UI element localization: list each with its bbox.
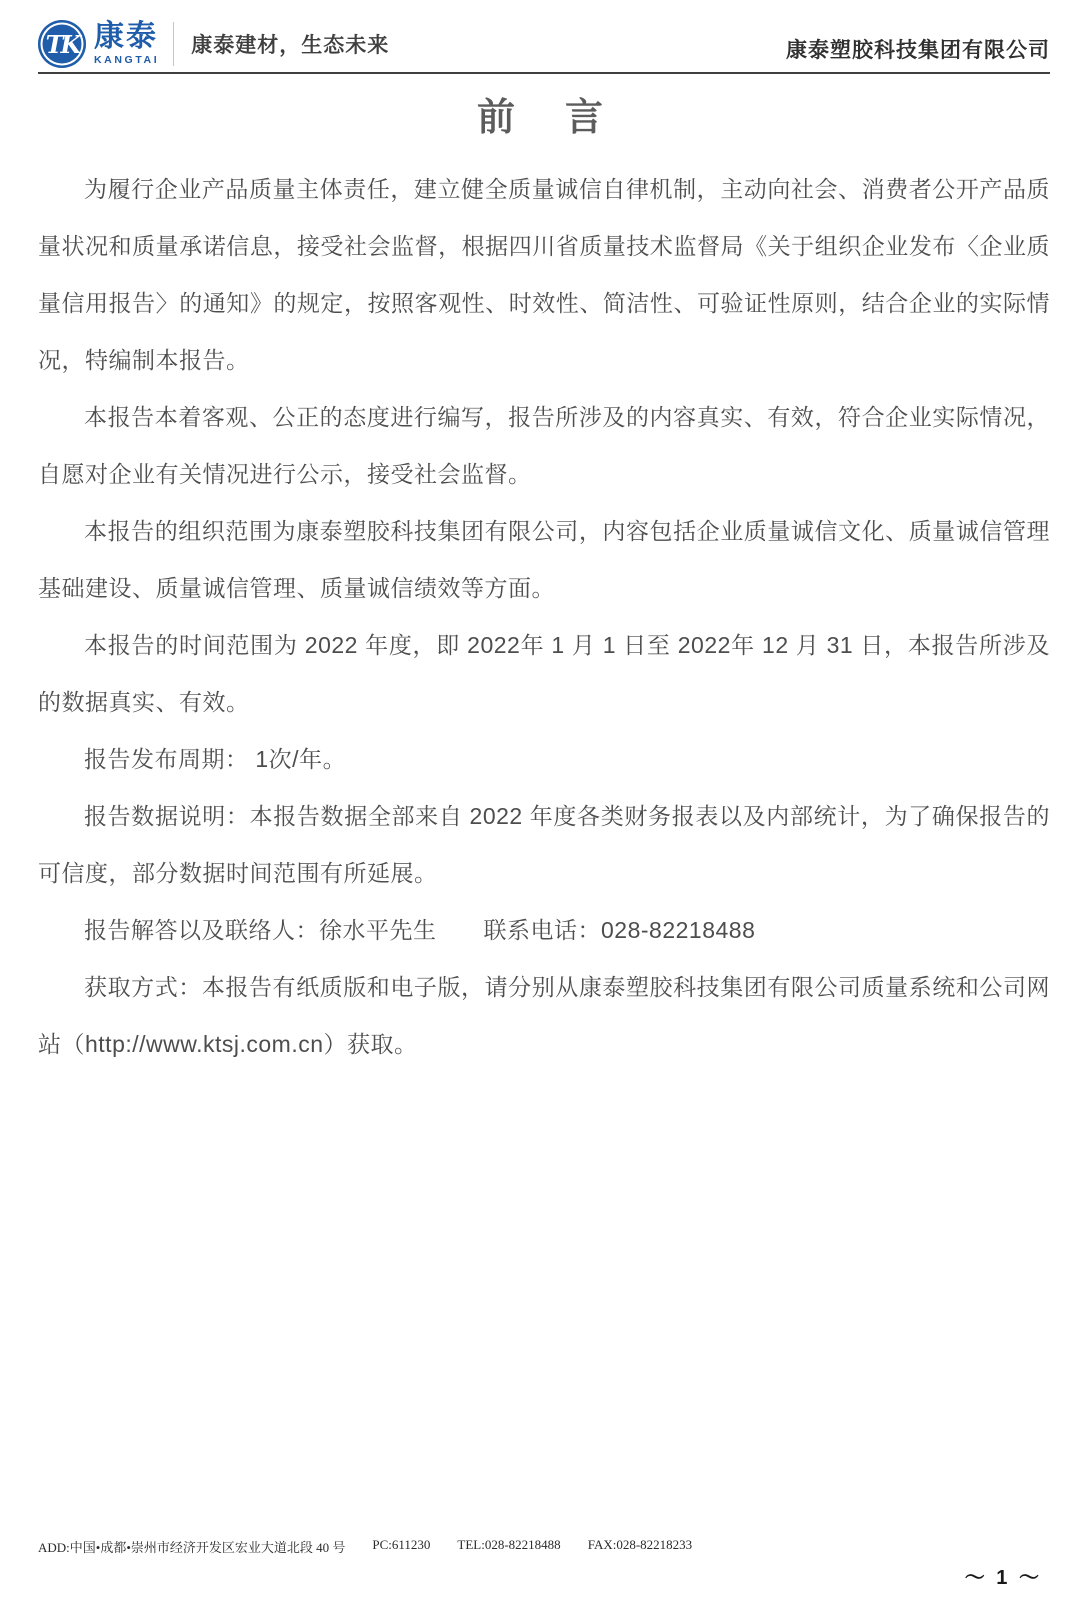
- footer-address: ADD:中国•成都•崇州市经济开发区宏业大道北段 40 号: [38, 1540, 346, 1555]
- footer-tel: TEL:028-82218488: [457, 1537, 561, 1552]
- paragraph-purpose: 为履行企业产品质量主体责任，建立健全质量诚信自律机制，主动向社会、消费者公开产品质量状况和质量承诺信息，接受社会监督，根据四川省质量技术监督局《关于组织企业发布〈企业质量信用报告〉的通知》的规定，按照客观性、时效性、简洁性、可验证性原则，结合企业的实际情况，特编制本报告。: [38, 176, 1050, 373]
- logo-name-en: KANGTAI: [94, 54, 160, 66]
- page-number: ～ 1 ～: [964, 1567, 1042, 1589]
- footer-contact-info: [38, 1537, 692, 1556]
- page-title: 前 言: [476, 97, 609, 139]
- footer-postcode: PC:611230: [372, 1537, 431, 1552]
- logo-monogram: TK: [45, 29, 79, 59]
- logo-name-cn: 康泰: [94, 20, 158, 53]
- brand-slogan: 康泰建材，生态未来: [191, 34, 390, 57]
- paragraph-access: 获取方式：本报告有纸质版和电子版，请分别从康泰塑胶科技集团有限公司质量系统和公司网站（http://www.ktsj.com.cn）获取。: [38, 974, 1050, 1057]
- header-rule: [38, 72, 1050, 74]
- page-header: [38, 16, 1050, 68]
- paragraph-time-range: 本报告的时间范围为 2022 年度，即 2022年 1 月 1 日至 2022年 12 月 31 日，本报告所涉及的数据真实、有效。: [38, 632, 1050, 715]
- header-divider: [173, 22, 174, 66]
- brand-lockup: [38, 20, 389, 68]
- footer-fax: FAX:028-82218233: [587, 1537, 693, 1552]
- kangtai-logo-icon: [38, 20, 86, 68]
- paragraph-release-cycle: 报告发布周期： 1次/年。: [84, 746, 347, 772]
- paragraph-contact: 报告解答以及联络人：徐水平先生 联系电话：028-82218488: [84, 917, 756, 943]
- logo-wordmark: [94, 22, 159, 66]
- paragraph-attitude: 本报告本着客观、公正的态度进行编写，报告所涉及的内容真实、有效，符合企业实际情况，自愿对企业有关情况进行公示，接受社会监督。: [38, 404, 1050, 487]
- paragraph-scope: 本报告的组织范围为康泰塑胶科技集团有限公司，内容包括企业质量诚信文化、质量诚信管理基础建设、质量诚信管理、质量诚信绩效等方面。: [38, 518, 1050, 601]
- document-body: [38, 161, 1050, 1073]
- company-name: 康泰塑胶科技集团有限公司: [786, 39, 1050, 62]
- paragraph-data-note: 报告数据说明：本报告数据全部来自 2022 年度各类财务报表以及内部统计，为了确保报告的可信度，部分数据时间范围有所延展。: [38, 803, 1050, 886]
